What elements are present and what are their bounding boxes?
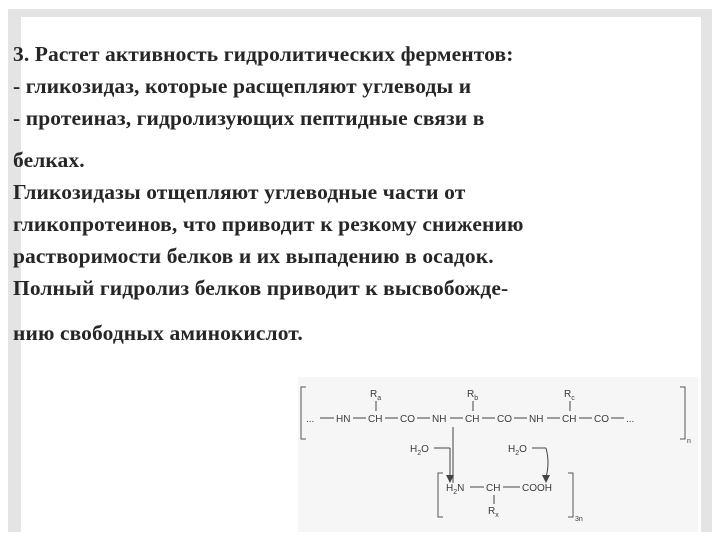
chain-nh-1: NH bbox=[432, 414, 447, 425]
product-ch: CH bbox=[486, 483, 501, 494]
slide-text bbox=[13, 38, 673, 349]
chain-subscript: n bbox=[687, 438, 691, 445]
chain-ch-1: CH bbox=[368, 414, 383, 425]
product-amine: $H_2N$ bbox=[446, 483, 465, 496]
product-r: $R_x$ bbox=[488, 506, 499, 519]
text-line-8: Полный гидролиз белков приводит к высвобожде- bbox=[13, 276, 509, 300]
product-subscript: 3n bbox=[575, 516, 583, 523]
chain-co-1: CO bbox=[400, 414, 415, 425]
chain-ch-3: CH bbox=[562, 414, 577, 425]
product-right-bracket bbox=[568, 473, 573, 517]
left-bracket bbox=[301, 387, 306, 439]
chain-dots-right: ... bbox=[626, 414, 635, 425]
arrow-head-icon bbox=[542, 475, 550, 483]
text-line-5: Гликозидазы отщепляют углеводные части от bbox=[13, 180, 466, 204]
text-line-1: 3. Растет активность гидролитических ферментов: bbox=[13, 42, 514, 66]
sidechain-r-b: $R_b$ bbox=[467, 389, 479, 402]
text-line-9: нию свободных аминокислот. bbox=[13, 321, 303, 345]
chain-hn: HN bbox=[336, 414, 351, 425]
chain-co-3: CO bbox=[594, 414, 609, 425]
reaction-scheme bbox=[298, 377, 698, 532]
text-line-3: - протеиназ, гидролизующих пептидные связи в bbox=[13, 106, 485, 130]
right-bracket bbox=[680, 387, 685, 439]
sidechain-r-a: $R_a$ bbox=[370, 389, 382, 402]
text-line-7: растворимости белков и их выпадению в осадок. bbox=[13, 244, 494, 268]
text-line-6: гликопротеинов, что приводит к резкому снижению bbox=[13, 212, 524, 236]
chain-dots-left: ... bbox=[306, 414, 315, 425]
peptide-hydrolysis-figure bbox=[298, 377, 698, 532]
text-line-2: - гликозидаз, которые расщепляют углеводы и bbox=[13, 74, 472, 98]
product-cooh: COOH bbox=[522, 483, 552, 494]
chain-ch-2: CH bbox=[465, 414, 480, 425]
text-line-4: белках. bbox=[13, 148, 85, 172]
product-left-bracket bbox=[438, 473, 443, 517]
arrow-line bbox=[546, 448, 548, 477]
chain-nh-2: NH bbox=[529, 414, 544, 425]
chain-co-2: CO bbox=[497, 414, 512, 425]
water-1: $H_2O$ bbox=[410, 444, 429, 457]
water-2: $H_2O$ bbox=[508, 444, 527, 457]
sidechain-r-c: $R_c$ bbox=[564, 389, 575, 402]
